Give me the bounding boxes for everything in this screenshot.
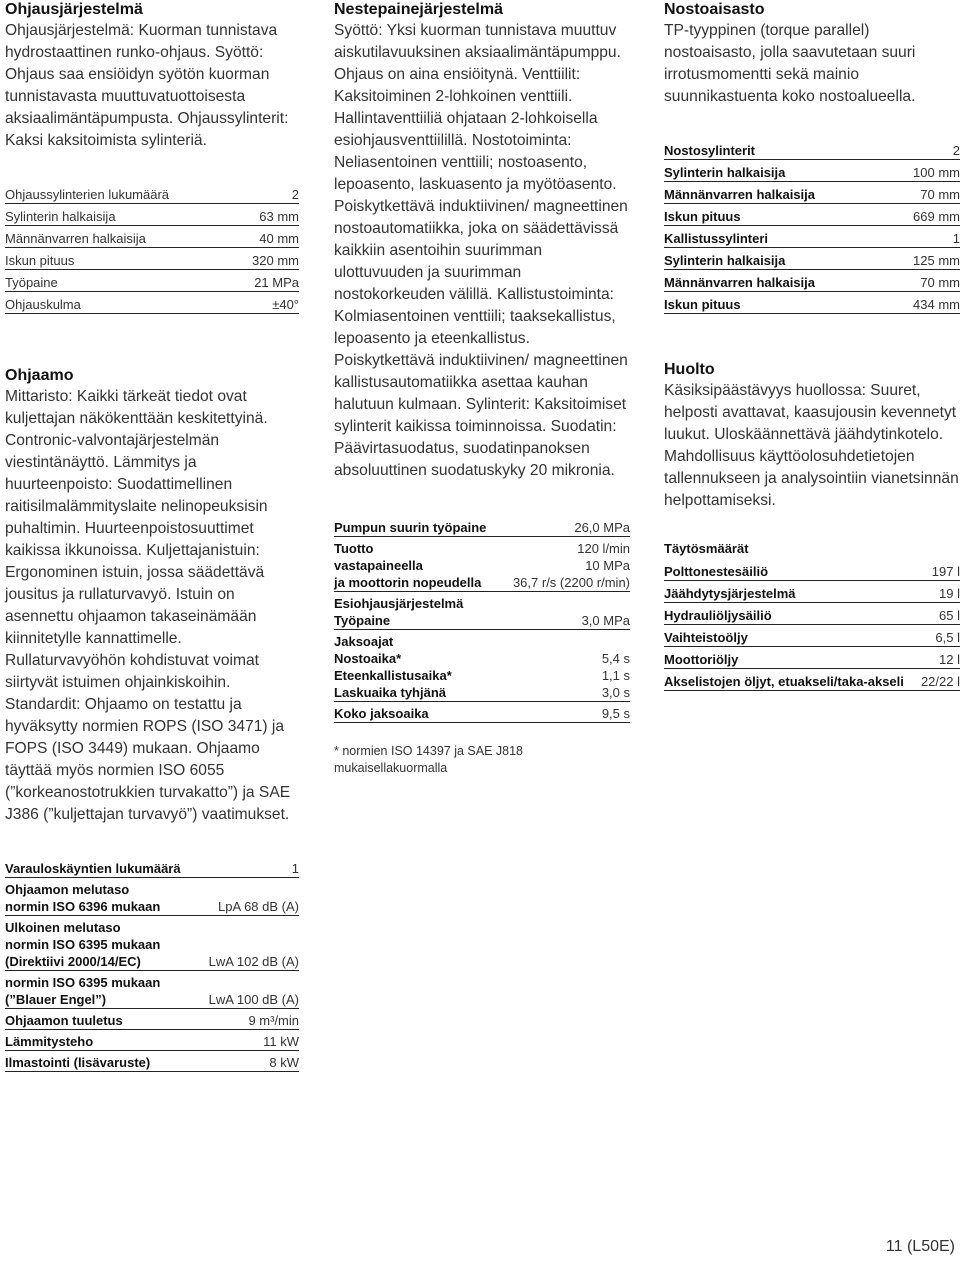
spec-row (5, 182, 299, 204)
spec-row (664, 270, 960, 292)
spec-row (5, 248, 299, 270)
spec-row (334, 516, 630, 537)
spec-label: Jäähdytysjärjestelmä (664, 581, 919, 603)
spec-value: 100 mm (890, 160, 960, 182)
spec-value: 197 l (919, 559, 960, 581)
fill-spec-table (664, 559, 960, 691)
steering-title: Ohjausjärjestelmä (5, 1, 143, 18)
spec-row (5, 1051, 299, 1072)
spec-value: 12 l (919, 647, 960, 669)
spec-label: Männänvarren halkaisija (664, 270, 890, 292)
spec-value: 9 m³/min (248, 1013, 299, 1028)
spec-row (664, 603, 960, 625)
spec-value: 26,0 MPa (574, 520, 630, 535)
spec-row (664, 138, 960, 160)
service-title: Huolto (664, 361, 715, 378)
spec-row (664, 204, 960, 226)
spec-label: Sylinterin halkaisija (5, 204, 234, 226)
spec-label: normin ISO 6395 mukaan (”Blauer Engel”) (5, 975, 161, 1007)
spec-value: 320 mm (234, 248, 299, 270)
spec-value: 434 mm (890, 292, 960, 314)
cab-text: Mittaristo: Kaikki tärkeät tiedot ovat kuljettajan näkökenttään keskitettyinä. Contronic-valvontajärjestelmän viestintänäyttö. Lämmitys ja huurteenpoisto: Suodattimellinen raitisilmalämmityslaite nelinopeuksisin puhaltimin. Huurteenpoistosuuttimet kaikissa ikkunoissa. Kuljettajanistuin: Ergonominen istuin, jossa säädettävä jousitus ja rullaturvavyö. Istuin on asennettu ohjaamon takaseinämään kiinnitetylle kannattimelle. Rullaturvavyöhön kohdistuvat voimat siirtyvät istuimen ohjainkiskoihin. Standardit: Ohjaamo on testattu ja hyväksytty normien ROPS (ISO 3471) ja FOPS (ISO 3449) mukaan. Ohjaamo täyttää myös normien ISO 6055 (”korkeanostotrukkien turvakatto”) ja SAE J386 (”kuljettajan turvavyö”) vaatimukset. (5, 388, 291, 823)
lift-title: Nostoaisasto (664, 1, 765, 18)
spec-label: Iskun pituus (664, 292, 890, 314)
spec-label: Koko jaksoaika (334, 706, 429, 721)
spec-row (664, 182, 960, 204)
spec-value: 63 mm (234, 204, 299, 226)
spec-label: Pumpun suurin työpaine (334, 520, 487, 535)
spec-label: Männänvarren halkaisija (664, 182, 890, 204)
spec-value: ±40° (234, 292, 299, 314)
hydraulics-section (334, 0, 630, 777)
spec-value: LwA 100 dB (A) (208, 992, 299, 1007)
spec-value: 3,0 MPa (581, 613, 630, 628)
spec-row (664, 226, 960, 248)
spec-row (5, 1030, 299, 1051)
spec-row (664, 292, 960, 314)
spec-label: Esiohjausjärjestelmä Työpaine (334, 596, 464, 628)
spec-row (5, 1009, 299, 1030)
spec-row (5, 857, 299, 878)
lift-text: TP-tyyppinen (torque parallel) nostoaisasto, jolla saavutetaan suuri irrotusmomentti sekä mainio suunnikastuenta koko nostoalueella. (664, 22, 916, 105)
spec-row (664, 647, 960, 669)
steering-text: Ohjausjärjestelmä: Kuorman tunnistava hydrostaattinen runko-ohjaus. Syöttö: Ohjaus saa ensiöidyn syötön kuorman tunnistavasta muuttuvatuottoisesta aksiaalimäntäpumpusta. Ohjaussylinterit: Kaksi kaksitoimista sylinteriä. (5, 22, 289, 149)
hydraulics-text: Syöttö: Yksi kuorman tunnistava muuttuv aiskutilavuuksinen aksiaalimäntäpumppu. Ohjaus on aina ensiöitynä. Venttiilit: Kaksitoiminen 2-lohkoinen venttiili. Hallintaventtiiliä ohjataan 2-lohkoisella esiohjausventtiilillä. Nostotoiminta: Neliasentoinen venttiili; nostoasento, lepoasento, laskuasento ja myötöasento. Poiskytkettävä induktiivinen/ magneettinen nostoautomatiikka, joka on säädettävissä kaikkiin asentoihin suurimman ulottuvuuden ja suurimman nostokorkeuden välillä. Kallistustoiminta: Kolmiasentoinen venttiili; taaksekallistus, lepoasento ja eteenkallistus. Poiskytkettävä induktiivinen/ magneettinen kallistusautomatiikka asettaa kauhan halutuun kulmaan. Sylinterit: Kaksitoimiset sylinterit kaikissa toiminnoissa. Suodatin: Päävirtasuodatus, suodatinpanoksen absoluuttinen suodatuskyky 20 mikronia. (334, 22, 628, 479)
page-number: 11 (L50E) (885, 1238, 955, 1255)
spec-row (664, 559, 960, 581)
spec-row (334, 630, 630, 702)
spec-value: LpA 68 dB (A) (218, 899, 299, 914)
hydraulics-title: Nestepainejärjestelmä (334, 1, 503, 18)
spec-row (5, 204, 299, 226)
spec-label: Sylinterin halkaisija (664, 160, 890, 182)
spec-value: 2 (234, 182, 299, 204)
cab-spec-section (5, 857, 299, 1072)
spec-value: 22/22 l (919, 669, 960, 691)
spec-label: Vaihteistoöljy (664, 625, 919, 647)
cab-title: Ohjaamo (5, 367, 74, 384)
spec-row (664, 669, 960, 691)
spec-value: 21 MPa (234, 270, 299, 292)
spec-row (5, 226, 299, 248)
spec-value: 1 (291, 861, 299, 876)
spec-label: Jaksoajat Nostoaika* Eteenkallistusaika* Laskuaika tyhjänä (334, 634, 452, 700)
lift-section (664, 0, 960, 691)
spec-label: Kallistussylinteri (664, 226, 890, 248)
spec-value: 65 l (919, 603, 960, 625)
spec-value: 6,5 l (919, 625, 960, 647)
spec-label: Ohjaamon tuuletus (5, 1013, 123, 1028)
spec-row (5, 292, 299, 314)
spec-label: Nostosylinterit (664, 138, 890, 160)
spec-row (664, 581, 960, 603)
spec-value: 19 l (919, 581, 960, 603)
fill-title: Täytösmäärät (664, 541, 749, 556)
spec-row (5, 916, 299, 971)
spec-value: 40 mm (234, 226, 299, 248)
spec-label: Työpaine (5, 270, 234, 292)
spec-label: Moottoriöljy (664, 647, 919, 669)
spec-value: 9,5 s (601, 706, 630, 721)
spec-value: 669 mm (890, 204, 960, 226)
spec-label: Ohjaamon melutaso normin ISO 6396 mukaan (5, 882, 161, 914)
spec-row (5, 878, 299, 916)
spec-value: LwA 102 dB (A) (208, 954, 299, 969)
hydraulics-spec-table (334, 516, 630, 723)
steering-spec-table (5, 182, 299, 314)
spec-label: Ohjaussylinterien lukumäärä (5, 182, 234, 204)
spec-label: Männänvarren halkaisija (5, 226, 234, 248)
spec-label: Iskun pituus (5, 248, 234, 270)
spec-label: Tuotto vastapaineella ja moottorin nopeudella (334, 541, 482, 590)
lift-spec-table (664, 138, 960, 314)
spec-label: Ulkoinen melutaso normin ISO 6395 mukaan (Direktiivi 2000/14/EC) (5, 920, 161, 969)
spec-row (664, 248, 960, 270)
spec-label: Polttonestesäiliö (664, 559, 919, 581)
spec-row (334, 702, 630, 723)
spec-label: Akselistojen öljyt, etuakseli/taka-akseli (664, 669, 919, 691)
spec-row (334, 592, 630, 630)
spec-value: 5,4 s 1,1 s 3,0 s (601, 651, 630, 700)
spec-value: 125 mm (890, 248, 960, 270)
spec-label: Iskun pituus (664, 204, 890, 226)
spec-value: 8 kW (269, 1055, 299, 1070)
spec-row (664, 625, 960, 647)
service-text: Käsiksipäästävyys huollossa: Suuret, helposti avattavat, kaasujousin kevennetyt luukut. Uloskäännettävä jäähdytinkotelo. Mahdollisuus käyttöolosuhdetietojen tallennukseen ja analysointiin vianetsinnän helpottamiseksi. (664, 382, 959, 509)
spec-label: Varauloskäyntien lukumäärä (5, 861, 181, 876)
hydraulics-footnote: * normien ISO 14397 ja SAE J818 mukaisellakuormalla (334, 744, 524, 775)
spec-label: Sylinterin halkaisija (664, 248, 890, 270)
spec-value: 120 l/min 10 MPa 36,7 r/s (2200 r/min) (512, 541, 630, 590)
spec-label: Hydrauliöljysäiliö (664, 603, 919, 625)
spec-row (664, 160, 960, 182)
spec-value: 11 kW (263, 1034, 299, 1049)
spec-label: Ilmastointi (lisävaruste) (5, 1055, 151, 1070)
spec-label: Lämmitysteho (5, 1034, 94, 1049)
spec-row (5, 270, 299, 292)
spec-value: 70 mm (890, 182, 960, 204)
spec-row (5, 971, 299, 1009)
spec-label: Ohjauskulma (5, 292, 234, 314)
spec-value: 70 mm (890, 270, 960, 292)
spec-value: 2 (890, 138, 960, 160)
spec-row (334, 537, 630, 592)
cab-spec-table (5, 857, 299, 1072)
steering-section (5, 0, 299, 826)
spec-value: 1 (890, 226, 960, 248)
